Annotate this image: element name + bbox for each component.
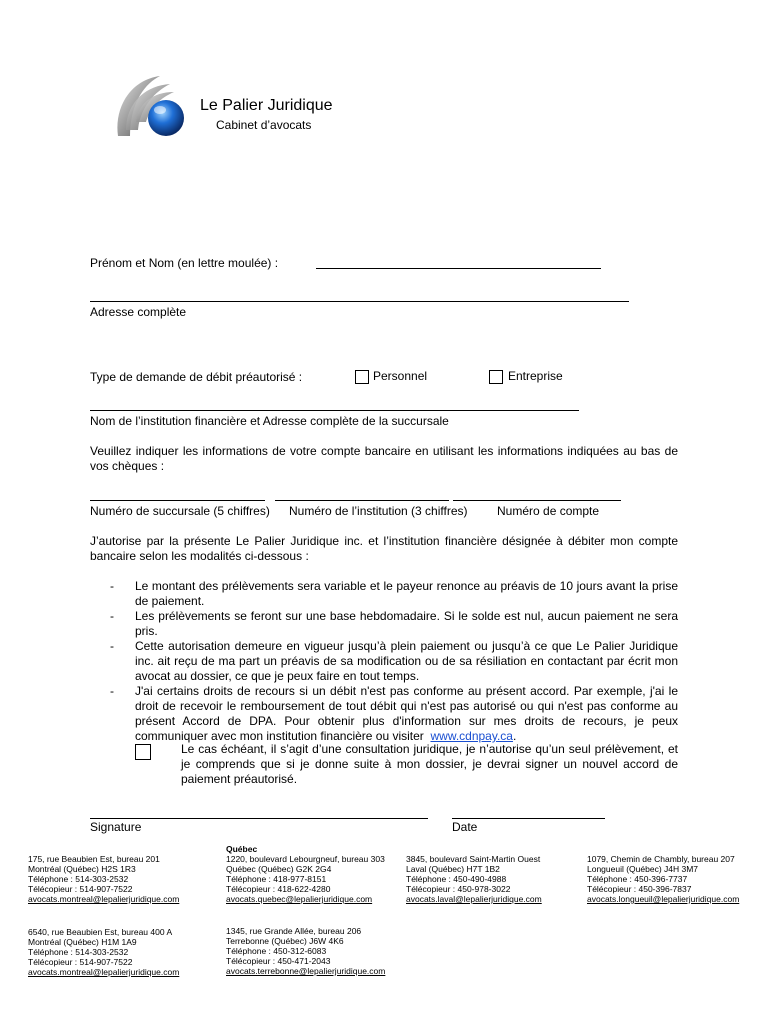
office-address-line2: Montréal (Québec) H2S 1R3 xyxy=(28,864,136,874)
name-label: Prénom et Nom (en lettre moulée) : xyxy=(90,256,279,270)
office-address-line2: Montréal (Québec) H1M 1A9 xyxy=(28,937,137,947)
office-address-line1: 175, rue Beaubien Est, bureau 201 xyxy=(28,854,160,864)
authorization-text: J’autorise par la présente Le Palier Juridique inc. et l’institution financière désignée à débiter mon compte bancaire selon les modalités ci-dessous : xyxy=(90,534,678,563)
term-3-text: Cette autorisation demeure en vigueur jusqu’à plein paiement ou jusqu’à ce que Le Palier Juridique inc. ait reçu de ma part un préavis de sa modification ou de sa résiliation en contactant par écrit mon avocat au dossier, ce que je peux faire en tout temps. xyxy=(135,639,678,683)
firm-subtitle: Cabinet d’avocats xyxy=(216,118,312,132)
business-option-label: Entreprise xyxy=(508,369,563,383)
signature-field[interactable] xyxy=(90,818,428,819)
office-heading: Québec xyxy=(226,844,258,854)
institution-number-label: Numéro de l’institution (3 chiffres) xyxy=(289,504,468,518)
office-email[interactable]: avocats.longueuil@lepalierjuridique.com xyxy=(587,894,740,904)
account-number-label: Numéro de compte xyxy=(497,504,600,518)
office-fax: Télécopieur : 450-471-2043 xyxy=(226,956,331,966)
office-email[interactable]: avocats.terrebonne@lepalierjuridique.com xyxy=(226,966,386,976)
office-address-line1: 3845, boulevard Saint-Martin Ouest xyxy=(406,854,541,864)
office-fax: Télécopieur : 514-907-7522 xyxy=(28,884,133,894)
office-email[interactable]: avocats.montreal@lepalierjuridique.com xyxy=(28,967,180,977)
address-label: Adresse complète xyxy=(90,305,187,319)
office-address-line2: Laval (Québec) H7T 1B2 xyxy=(406,864,500,874)
date-field[interactable] xyxy=(452,818,605,819)
request-type-label: Type de demande de débit préautorisé : xyxy=(90,370,303,384)
office-address-line1: 6540, rue Beaubien Est, bureau 400 A xyxy=(28,927,173,937)
list-item: - Le montant des prélèvements sera variable et le payeur renonce au préavis de 10 jours avant la prise de paiement. xyxy=(110,579,678,608)
institution-label: Nom de l’institution financière et Adresse complète de la succursale xyxy=(90,414,449,428)
office-email[interactable]: avocats.quebec@lepalierjuridique.com xyxy=(226,894,373,904)
personal-checkbox[interactable] xyxy=(355,370,369,384)
office-phone: Téléphone : 450-396-7737 xyxy=(587,874,688,884)
office-address-line2: Longueuil (Québec) J4H 3M7 xyxy=(587,864,699,874)
office-fax: Télécopieur : 514-907-7522 xyxy=(28,957,133,967)
business-checkbox[interactable] xyxy=(489,370,503,384)
account-number-field[interactable] xyxy=(453,500,621,501)
account-instructions: Veuillez indiquer les informations de votre compte bancaire en utilisant les informations indiquées au bas de vos chèques : xyxy=(90,444,678,473)
signature-label: Signature xyxy=(90,820,142,834)
office-fax: Télécopieur : 450-978-3022 xyxy=(406,884,511,894)
firm-logo xyxy=(112,70,192,142)
address-field[interactable] xyxy=(90,301,629,302)
office-email[interactable]: avocats.laval@lepalierjuridique.com xyxy=(406,894,542,904)
office-montreal-beaubien-400a xyxy=(28,927,179,977)
cdnpay-link[interactable]: www.cdnpay.ca xyxy=(430,729,513,743)
office-phone: Téléphone : 450-312-6083 xyxy=(226,946,327,956)
swoosh-sphere-logo-icon xyxy=(112,70,192,142)
personal-option-label: Personnel xyxy=(373,369,428,383)
office-address-line2: Québec (Québec) G2K 2G4 xyxy=(226,864,332,874)
office-address-line2: Terrebonne (Québec) J6W 4K6 xyxy=(226,936,344,946)
consultation-note: Le cas échéant, il s’agit d’une consultation juridique, je n’autorise qu’un seul prélèvement, et je comprends que si je donne suite à mon dossier, je devrai signer un nouvel accord de paiement préautorisé. xyxy=(181,742,678,786)
branch-number-field[interactable] xyxy=(90,500,265,501)
terms-list xyxy=(110,579,678,744)
list-item: - J'ai certains droits de recours si un débit n'est pas conforme au présent accord. Par exemple, j'ai le droit de recevoir le remboursement de tout débit qui n'est pas autorisé ou qui n'est pas conforme au présent Accord de DPA. Pour obtenir plus d'information sur mes droits de recours, je peux communiquer avec mon institution financière ou visiter www.cdnpay.ca. xyxy=(110,684,678,743)
office-fax: Télécopieur : 450-396-7837 xyxy=(587,884,692,894)
office-terrebonne xyxy=(226,926,385,976)
office-phone: Téléphone : 450-490-4988 xyxy=(406,874,507,884)
date-label: Date xyxy=(452,820,478,834)
term-4-suffix: . xyxy=(512,729,517,743)
term-1-text: Le montant des prélèvements sera variable et le payeur renonce au préavis de 10 jours avant la prise de paiement. xyxy=(135,579,678,608)
office-fax: Télécopieur : 418-622-4280 xyxy=(226,884,331,894)
list-item: - Cette autorisation demeure en vigueur jusqu’à plein paiement ou jusqu’à ce que Le Palier Juridique inc. ait reçu de ma part un préavis de sa modification ou de sa résiliation en contactant par écrit mon avocat au dossier, ce que je peux faire en tout temps. xyxy=(110,639,678,683)
office-phone: Téléphone : 514-303-2532 xyxy=(28,947,129,957)
office-phone: Téléphone : 418-977-8151 xyxy=(226,874,327,884)
list-item: - Les prélèvements se feront sur une base hebdomadaire. Si le solde est nul, aucun paiement ne sera pris. xyxy=(110,609,678,638)
name-field[interactable] xyxy=(316,268,601,269)
office-address-line1: 1220, boulevard Lebourgneuf, bureau 303 xyxy=(226,854,385,864)
firm-name: Le Palier Juridique xyxy=(200,97,333,114)
institution-number-field[interactable] xyxy=(275,500,449,501)
office-montreal-beaubien-201 xyxy=(28,854,179,904)
office-address-line1: 1345, rue Grande Allée, bureau 206 xyxy=(226,926,362,936)
term-2-text: Les prélèvements se feront sur une base hebdomadaire. Si le solde est nul, aucun paiement ne sera pris. xyxy=(135,609,678,638)
office-address-line1: 1079, Chemin de Chambly, bureau 207 xyxy=(587,854,735,864)
institution-field[interactable] xyxy=(90,410,579,411)
branch-number-label: Numéro de succursale (5 chiffres) xyxy=(90,504,270,518)
office-longueuil xyxy=(587,854,739,904)
office-quebec xyxy=(226,844,385,904)
office-laval xyxy=(406,854,542,904)
office-phone: Téléphone : 514-303-2532 xyxy=(28,874,129,884)
term-4-text: J'ai certains droits de recours si un débit n'est pas conforme au présent accord. Par exemple, j'ai le droit de recevoir le remboursement de tout débit qui n'est pas autorisé ou qui n'est pas conforme au présent Accord de DPA. Pour obtenir plus d'information sur mes droits de recours, je peux communiquer avec mon institution financière ou visiter xyxy=(135,684,678,743)
consultation-checkbox[interactable] xyxy=(135,744,151,760)
office-email[interactable]: avocats.montreal@lepalierjuridique.com xyxy=(28,894,180,904)
